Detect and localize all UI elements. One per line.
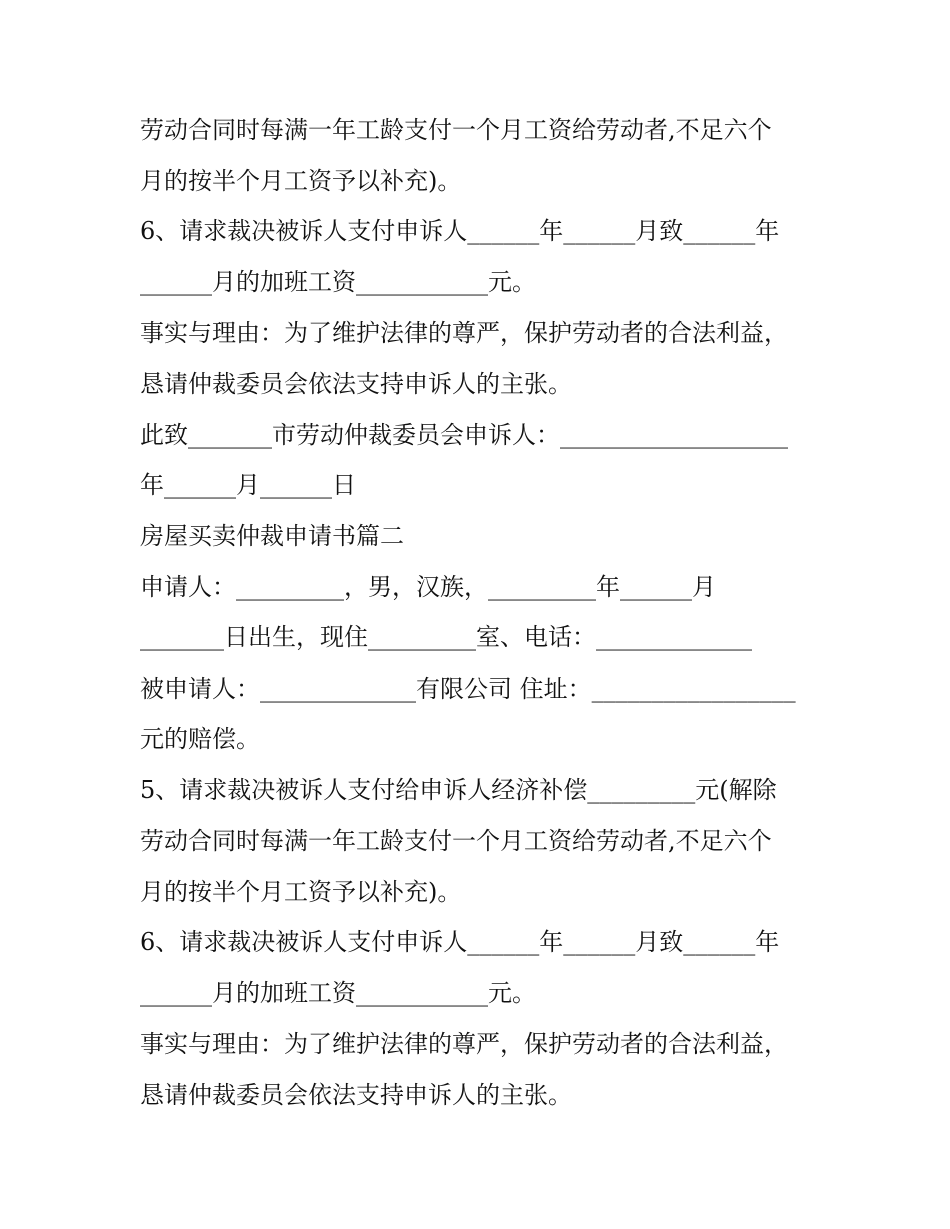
text-line: 劳动合同时每满一年工龄支付一个月工资给劳动者,不足六个: [140, 116, 772, 144]
text-line: 元的赔偿。: [140, 725, 260, 753]
text-line: 月的按半个月工资予以补充)。: [140, 878, 462, 906]
text-line: ______月的加班工资___________元。: [140, 979, 536, 1007]
text-line: 事实与理由：为了维护法律的尊严，保护劳动者的合法利益，: [140, 319, 788, 347]
text-line: 被申请人：_____________有限公司 住址：_________________: [140, 675, 796, 703]
text-line: 劳动合同时每满一年工龄支付一个月工资给劳动者,不足六个: [140, 827, 772, 855]
text-line: 恳请仲裁委员会依法支持申诉人的主张。: [140, 370, 572, 398]
text-line: 此致_______市劳动仲裁委员会申诉人：___________________: [140, 421, 788, 449]
text-line: 6、请求裁决被诉人支付申诉人______年______月致______年: [140, 217, 780, 245]
text-line: ______月的加班工资___________元。: [140, 268, 536, 296]
text-line: 年______月______日: [140, 471, 356, 499]
text-line: 事实与理由：为了维护法律的尊严，保护劳动者的合法利益，: [140, 1030, 788, 1058]
text-line: 6、请求裁决被诉人支付申诉人______年______月致______年: [140, 928, 780, 956]
text-line: 申请人：_________，男，汉族，_________年______月: [140, 573, 716, 601]
section-heading: 房屋买卖仲裁申请书篇二: [140, 522, 404, 550]
text-line: 月的按半个月工资予以补充)。: [140, 167, 462, 195]
text-line: 5、请求裁决被诉人支付给申诉人经济补偿_________元(解除: [140, 776, 777, 804]
text-line: _______日出生，现住_________室、电话：_____________: [140, 623, 752, 651]
text-line: 恳请仲裁委员会依法支持申诉人的主张。: [140, 1081, 572, 1109]
